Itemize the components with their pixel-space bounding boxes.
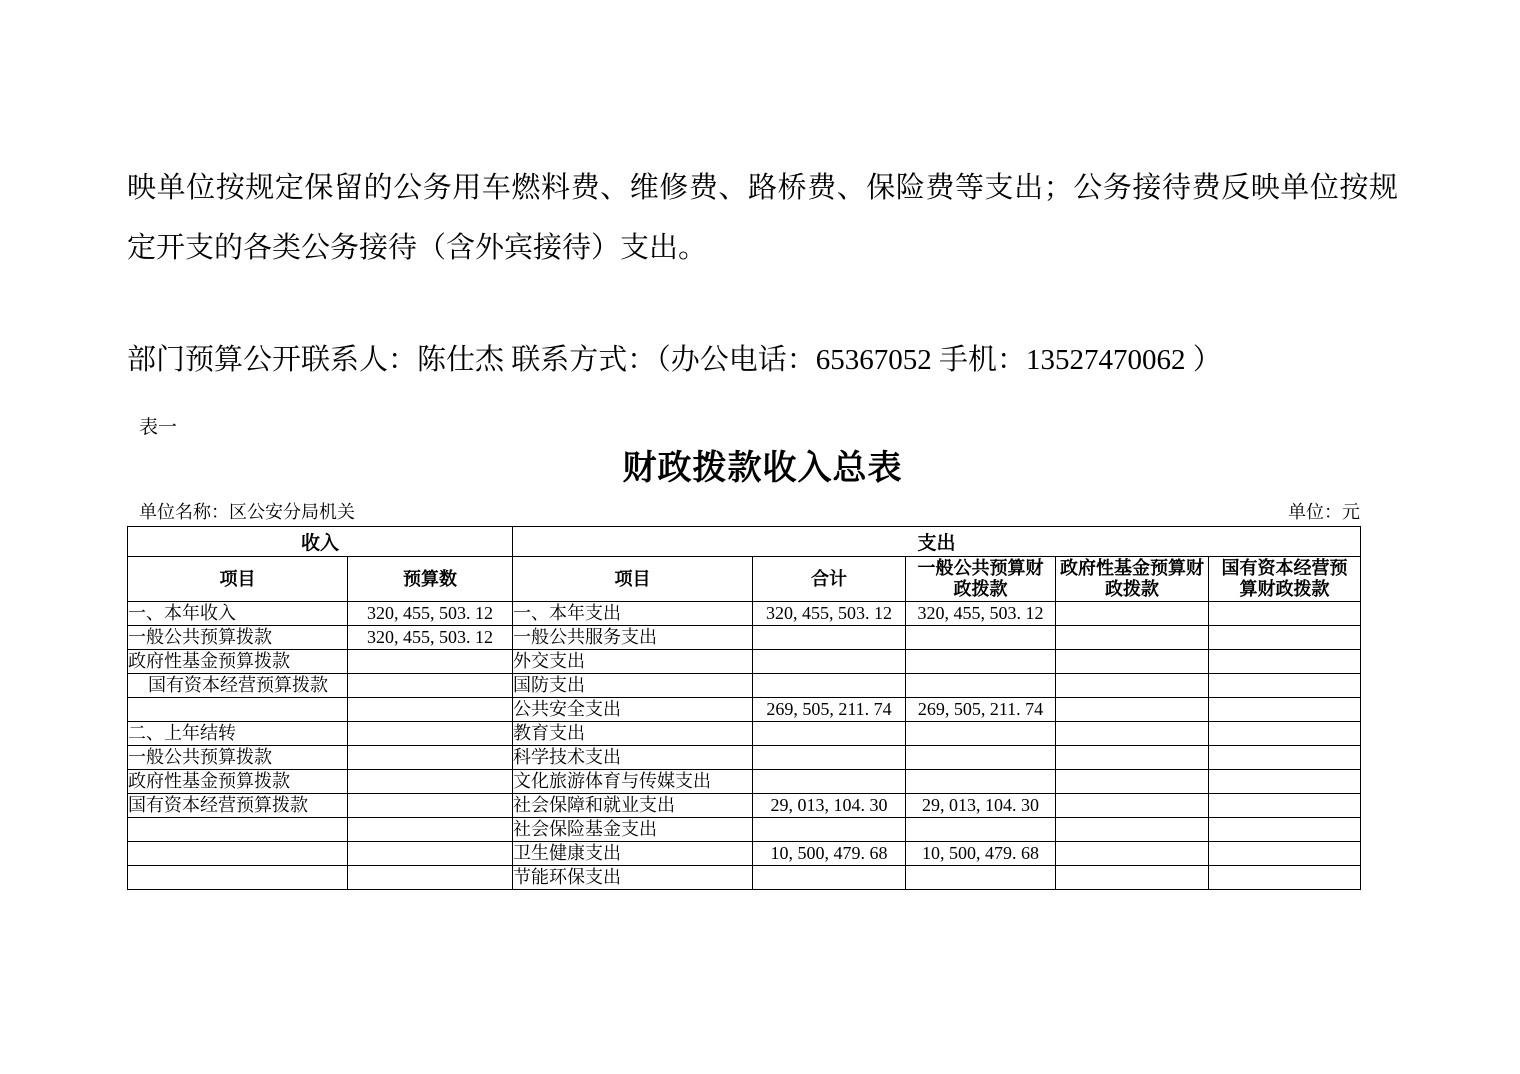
table-row [128, 698, 1361, 722]
general-public-budget-cell [906, 818, 1056, 842]
income-item-cell [128, 866, 348, 890]
gov-fund-budget-cell [1056, 770, 1209, 794]
body-paragraph-line-2: 定开支的各类公务接待（含外宾接待）支出。 [127, 232, 708, 264]
table-row [128, 842, 1361, 866]
general-public-budget-cell: 10, 500, 479. 68 [906, 842, 1056, 866]
gov-fund-budget-cell [1056, 626, 1209, 650]
income-item-cell: 政府性基金预算拨款 [128, 650, 348, 674]
expense-total-cell [753, 674, 906, 698]
gov-fund-budget-header: 政府性基金预算财政拨款 [1056, 557, 1209, 602]
income-item-cell: 一、本年收入 [128, 602, 348, 626]
budget-contact-line: 部门预算公开联系人：陈仕杰 联系方式：（办公电话：65367052 手机：13527470062 ） [127, 344, 1222, 376]
general-public-budget-cell [906, 770, 1056, 794]
income-budget-cell [348, 746, 513, 770]
expense-total-cell: 320, 455, 503. 12 [753, 602, 906, 626]
unit-of-measure-label: 单位：元 [1288, 502, 1360, 522]
table-meta-row [127, 500, 1360, 524]
income-item-header: 项目 [128, 557, 348, 602]
income-budget-cell [348, 866, 513, 890]
budget-table [127, 526, 1361, 890]
gov-fund-budget-cell [1056, 794, 1209, 818]
table-row [128, 674, 1361, 698]
body-paragraph-line-1: 映单位按规定保留的公务用车燃料费、维修费、路桥费、保险费等支出；公务接待费反映单位按规 [127, 172, 1398, 204]
income-item-cell: 二、上年结转 [128, 722, 348, 746]
expense-total-cell: 29, 013, 104. 30 [753, 794, 906, 818]
income-item-cell: 国有资本经营预算拨款 [128, 794, 348, 818]
state-capital-budget-cell [1209, 794, 1361, 818]
gov-fund-budget-cell [1056, 650, 1209, 674]
state-capital-budget-cell [1209, 650, 1361, 674]
table-row [128, 818, 1361, 842]
table-row [128, 650, 1361, 674]
income-budget-cell [348, 650, 513, 674]
table-title: 财政拨款收入总表 [622, 450, 903, 487]
gov-fund-budget-cell [1056, 674, 1209, 698]
table-number-label: 表一 [139, 417, 178, 438]
expense-item-cell: 一、本年支出 [513, 602, 753, 626]
general-public-budget-header: 一般公共预算财政拨款 [906, 557, 1056, 602]
gov-fund-budget-cell [1056, 602, 1209, 626]
income-budget-cell [348, 698, 513, 722]
expense-total-cell [753, 818, 906, 842]
income-budget-cell [348, 722, 513, 746]
expense-item-cell: 外交支出 [513, 650, 753, 674]
state-capital-budget-cell [1209, 602, 1361, 626]
expense-item-cell: 节能环保支出 [513, 866, 753, 890]
expense-total-cell [753, 722, 906, 746]
general-public-budget-cell [906, 626, 1056, 650]
state-capital-budget-cell [1209, 866, 1361, 890]
expense-item-cell: 社会保险基金支出 [513, 818, 753, 842]
expense-item-cell: 文化旅游体育与传媒支出 [513, 770, 753, 794]
income-item-cell: 国有资本经营预算拨款 [128, 674, 348, 698]
state-capital-budget-cell [1209, 674, 1361, 698]
general-public-budget-cell [906, 674, 1056, 698]
expense-total-cell [753, 770, 906, 794]
table-row [128, 794, 1361, 818]
state-capital-budget-cell [1209, 746, 1361, 770]
expense-item-cell: 一般公共服务支出 [513, 626, 753, 650]
general-public-budget-cell: 269, 505, 211. 74 [906, 698, 1056, 722]
income-item-cell: 一般公共预算拨款 [128, 626, 348, 650]
expense-item-cell: 教育支出 [513, 722, 753, 746]
gov-fund-budget-cell [1056, 746, 1209, 770]
general-public-budget-cell: 320, 455, 503. 12 [906, 602, 1056, 626]
income-section-header: 收入 [128, 527, 513, 557]
expense-item-cell: 卫生健康支出 [513, 842, 753, 866]
general-public-budget-cell: 29, 013, 104. 30 [906, 794, 1056, 818]
income-budget-cell [348, 818, 513, 842]
general-public-budget-cell [906, 650, 1056, 674]
body-paragraph [127, 158, 1398, 278]
expense-total-cell: 269, 505, 211. 74 [753, 698, 906, 722]
table-row [128, 626, 1361, 650]
income-budget-cell [348, 674, 513, 698]
income-item-cell: 一般公共预算拨款 [128, 746, 348, 770]
income-budget-header: 预算数 [348, 557, 513, 602]
expense-total-cell [753, 866, 906, 890]
expense-total-cell: 10, 500, 479. 68 [753, 842, 906, 866]
expense-item-cell: 社会保障和就业支出 [513, 794, 753, 818]
expense-total-cell [753, 650, 906, 674]
state-capital-budget-cell [1209, 842, 1361, 866]
income-item-cell [128, 698, 348, 722]
state-capital-budget-cell [1209, 818, 1361, 842]
table-row [128, 770, 1361, 794]
state-capital-budget-cell [1209, 722, 1361, 746]
general-public-budget-cell [906, 866, 1056, 890]
expense-section-header: 支出 [513, 527, 1361, 557]
income-budget-cell [348, 794, 513, 818]
state-capital-budget-cell [1209, 626, 1361, 650]
general-public-budget-cell [906, 746, 1056, 770]
income-item-cell [128, 818, 348, 842]
expense-item-cell: 国防支出 [513, 674, 753, 698]
state-capital-budget-header: 国有资本经营预算财政拨款 [1209, 557, 1361, 602]
income-budget-cell [348, 842, 513, 866]
gov-fund-budget-cell [1056, 722, 1209, 746]
income-budget-cell [348, 770, 513, 794]
gov-fund-budget-cell [1056, 842, 1209, 866]
table-row [128, 866, 1361, 890]
expense-total-cell [753, 746, 906, 770]
expense-total-cell [753, 626, 906, 650]
table-body [128, 602, 1361, 890]
gov-fund-budget-cell [1056, 818, 1209, 842]
income-budget-cell: 320, 455, 503. 12 [348, 626, 513, 650]
expense-item-cell: 公共安全支出 [513, 698, 753, 722]
gov-fund-budget-cell [1056, 698, 1209, 722]
table-row [128, 722, 1361, 746]
state-capital-budget-cell [1209, 698, 1361, 722]
table-row [128, 602, 1361, 626]
income-budget-cell: 320, 455, 503. 12 [348, 602, 513, 626]
table-section-header-row [128, 527, 1361, 557]
gov-fund-budget-cell [1056, 866, 1209, 890]
expense-total-header: 合计 [753, 557, 906, 602]
income-item-cell [128, 842, 348, 866]
state-capital-budget-cell [1209, 770, 1361, 794]
expense-item-header: 项目 [513, 557, 753, 602]
income-item-cell: 政府性基金预算拨款 [128, 770, 348, 794]
unit-name-label: 单位名称：区公安分局机关 [139, 502, 355, 522]
general-public-budget-cell [906, 722, 1056, 746]
expense-item-cell: 科学技术支出 [513, 746, 753, 770]
table-column-header-row [128, 557, 1361, 602]
table-row [128, 746, 1361, 770]
